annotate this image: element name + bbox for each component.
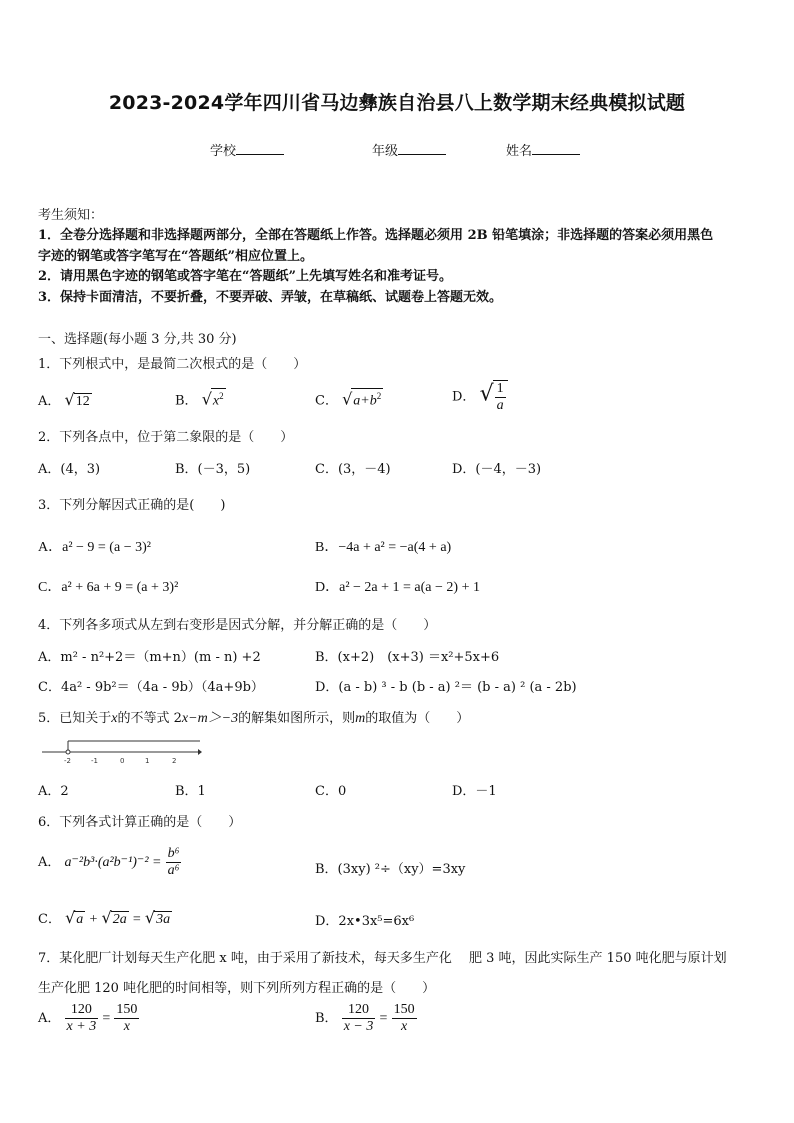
notice-item3: 3．保持卡面清洁，不要折叠，不要弄破、弄皱，在草稿纸、试题卷上答题无效。 <box>38 290 503 305</box>
grade-label: 年级 <box>372 144 399 159</box>
sqrt-icon: √ <box>479 381 494 407</box>
q6-option-d: D．2x•3x⁵=6x⁶ <box>315 914 415 929</box>
q2-option-b: B．(－3，5) <box>175 462 251 477</box>
q1-option-b <box>175 388 226 409</box>
q1-b-radicand: $x^2$ <box>211 388 226 409</box>
q5-option-d: D．－1 <box>452 784 497 799</box>
tick-label: -1 <box>91 757 98 765</box>
q1-option-a <box>38 390 92 409</box>
q5-option-a: A．2 <box>38 784 69 799</box>
q1-stem: 1．下列根式中，是最简二次根式的是（ ） <box>38 357 307 372</box>
q5-option-b: B．1 <box>175 784 206 799</box>
sqrt-icon: √ <box>65 908 76 927</box>
q4-option-a: A．m² - n²+2＝（m+n）(m - n) +2 <box>38 650 261 665</box>
q1-c-label: C． <box>315 393 338 409</box>
q3-option-c: C．a² + 6a + 9 = (a + 3)² <box>38 580 179 595</box>
school-blank <box>236 142 284 155</box>
q1-option-c <box>315 388 383 409</box>
name-field <box>506 140 580 159</box>
q7-line2: 生产化肥 120 吨化肥的时间相等，则下列所列方程正确的是（ ） <box>38 981 436 996</box>
arrow-right-icon <box>198 749 202 755</box>
tick-label: -2 <box>64 757 71 765</box>
q7-b-frac-right: $\frac{150}{x}$ <box>393 1002 415 1034</box>
q2-stem: 2．下列各点中，位于第二象限的是（ ） <box>38 430 294 445</box>
q1-a-label: A． <box>38 394 61 409</box>
q6-stem: 6．下列各式计算正确的是（ ） <box>38 815 242 830</box>
sqrt-icon: √ <box>342 389 353 409</box>
q6-option-a <box>38 846 181 879</box>
q4-option-d: D．(a - b) ³ - b (b - a) ²＝ (b - a) ² (a - 2b) <box>315 680 577 695</box>
sqrt-icon: √ <box>201 389 212 409</box>
q7-a-frac-right: $\frac{150}{x}$ <box>116 1002 138 1034</box>
q6-c-label: C． <box>38 912 61 927</box>
tick-label: 2 <box>172 757 177 765</box>
notice-heading: 考生须知： <box>38 208 104 223</box>
q1-option-d <box>452 380 508 414</box>
notice-item1b: 字迹的钢笔或答字笔写在“答题纸”相应位置上。 <box>38 249 313 264</box>
q3-option-b: B．−4a + a² = −a(4 + a) <box>315 540 452 555</box>
sqrt-icon: √ <box>144 908 156 927</box>
q6-a-fraction: $\frac{\text{b⁶}}{\text{a⁶}}$ <box>167 846 180 878</box>
q4-stem: 4．下列各多项式从左到右变形是因式分解，并分解正确的是（ ） <box>38 618 437 633</box>
q2-option-d: D．(－4，－3) <box>452 462 542 477</box>
notice-item2: 2．请用黑色字迹的钢笔或答字笔在“答题纸”上先填写姓名和准考证号。 <box>38 269 453 284</box>
q1-d-fraction: $\frac{1}{a}$ <box>493 380 508 414</box>
sqrt-icon: √ <box>64 390 75 409</box>
open-circle-icon <box>66 750 70 754</box>
q7-a-label: A． <box>38 1011 61 1026</box>
tick-label: 0 <box>120 757 125 765</box>
q6-a-label: A． <box>38 855 61 870</box>
number-line <box>40 736 202 766</box>
q3-stem: 3．下列分解因式正确的是( ) <box>38 498 226 513</box>
q7-a-frac-left: $\frac{120}{x + 3}$ <box>66 1002 97 1034</box>
sqrt-icon: √ <box>101 908 112 927</box>
q4-option-b: B．(x+2) (x+3) ＝x²+5x+6 <box>315 650 500 665</box>
q5-option-c: C．0 <box>315 784 347 799</box>
notice-item1a: 1．全卷分选择题和非选择题两部分，全部在答题纸上作答。选择题必须用 2B 铅笔填涂；非选择题的答案必须用黑色 <box>38 228 714 243</box>
q3-option-d: D．a² − 2a + 1 = a(a − 2) + 1 <box>315 580 480 595</box>
q7-b-label: B． <box>315 1011 338 1026</box>
name-blank <box>532 142 580 155</box>
q2-option-a: A．(4，3) <box>38 462 101 477</box>
page-title: 2023-2024学年四川省马边彝族自治县八上数学期末经典模拟试题 <box>108 92 686 114</box>
q6-option-c: C． √a + √2a = √3a <box>38 908 171 927</box>
tick-label: 1 <box>145 757 150 765</box>
school-label: 学校 <box>210 144 237 159</box>
q7-option-b: B． $\frac{120}{x - 3}$ = $\frac{150}{x}$ <box>315 1002 415 1034</box>
q6-option-b: B．(3xy) ²÷（xy）=3xy <box>315 862 466 877</box>
grade-field <box>372 140 446 159</box>
q5-stem: 5．已知关于x的不等式 2x−m＞−3的解集如图所示，则m的取值为（ ） <box>38 711 470 726</box>
q1-b-label: B． <box>175 393 198 409</box>
grade-blank <box>398 142 446 155</box>
q7-option-a: A． $\frac{120}{x + 3}$ = $\frac{150}{x}$ <box>38 1002 138 1034</box>
q7-line1: 7．某化肥厂计划每天生产化肥 x 吨，由于采用了新技术，每天多生产化 肥 3 吨，因此实际生产 150 吨化肥与原计划 <box>38 951 727 966</box>
q1-c-radicand: $a+b^2$ <box>351 388 383 409</box>
q1-a-radicand: 12 <box>75 394 90 409</box>
q1-d-label: D． <box>452 389 476 405</box>
q4-option-c: C．4a² - 9b²＝（4a - 9b）（4a+9b） <box>38 680 264 695</box>
name-label: 姓名 <box>506 144 533 159</box>
q6-a-expr: a⁻²b³·(a²b⁻¹)⁻² = <box>64 855 162 870</box>
section-heading: 一、选择题(每小题 3 分,共 30 分) <box>38 332 237 347</box>
q3-option-a: A．a² − 9 = (a − 3)² <box>38 540 151 555</box>
school-field <box>210 140 284 159</box>
q2-option-c: C．(3，－4) <box>315 462 391 477</box>
q7-b-frac-left: $\frac{120}{x - 3}$ <box>343 1002 374 1034</box>
